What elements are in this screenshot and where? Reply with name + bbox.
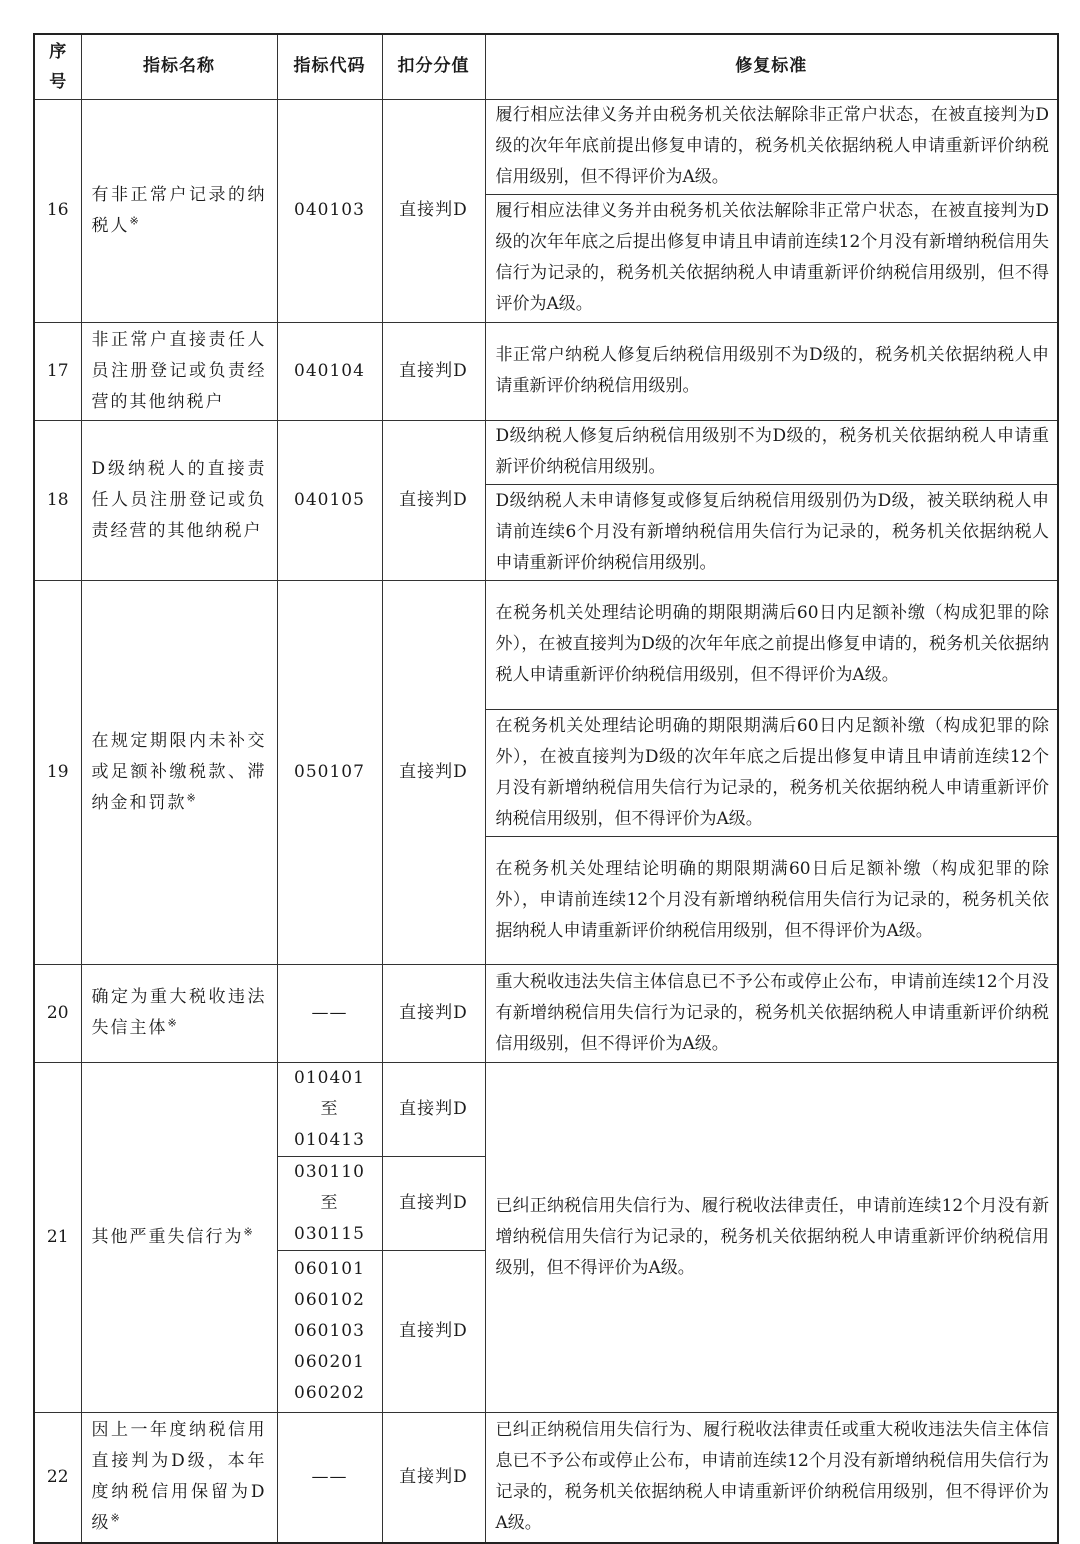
header-deduct: 扣分分值: [382, 34, 485, 99]
header-name: 指标名称: [81, 34, 277, 99]
row-name: D级纳税人的直接责任人员注册登记或负责经营的其他纳税户: [81, 420, 277, 580]
table-row: [34, 420, 1058, 484]
row-standard: 已纠正纳税信用失信行为、履行税收法律责任或重大税收违法失信主体信息已不予公布或停止公布，申请前连续12个月没有新增纳税信用失信行为记录的，税务机关依据纳税人申请重新评价纳税信用级别，但不得评价为A级。: [485, 1412, 1058, 1543]
row-deduct: 直接判D: [382, 1250, 485, 1412]
row-deduct: 直接判D: [382, 322, 485, 420]
row-standard: D级纳税人未申请修复或修复后纳税信用级别仍为D级，被关联纳税人申请前连续6个月没有新增纳税信用失信行为记录的，税务机关依据纳税人申请重新评价纳税信用级别。: [485, 484, 1058, 580]
row-name: 在规定期限内未补交或足额补缴税款、滞纳金和罚款※: [81, 580, 277, 964]
row-name: 非正常户直接责任人员注册登记或负责经营的其他纳税户: [81, 322, 277, 420]
table-row: [34, 99, 1058, 194]
row-code: 040105: [277, 420, 382, 580]
header-standard: 修复标准: [485, 34, 1058, 99]
row-code: 010401 至 010413: [277, 1062, 382, 1156]
row-deduct: 直接判D: [382, 420, 485, 580]
row-standard: D级纳税人修复后纳税信用级别不为D级的，税务机关依据纳税人申请重新评价纳税信用级别。: [485, 420, 1058, 484]
note-mark: ※: [167, 1016, 179, 1030]
row-deduct: 直接判D: [382, 1156, 485, 1250]
row-deduct: 直接判D: [382, 99, 485, 322]
table-row: [34, 322, 1058, 420]
header-row: [34, 34, 1058, 99]
row-code: 060202: [294, 1382, 365, 1403]
row-seq: 21: [34, 1062, 81, 1412]
note-mark: ※: [186, 790, 198, 804]
row-deduct: 直接判D: [382, 580, 485, 964]
row-seq: 17: [34, 322, 81, 420]
note-mark: ※: [129, 213, 141, 227]
row-code: 030110 至 030115: [277, 1156, 382, 1250]
note-mark: ※: [243, 1224, 255, 1238]
row-standard: 非正常户纳税人修复后纳税信用级别不为D级的，税务机关依据纳税人申请重新评价纳税信用级别。: [485, 322, 1058, 420]
row-name: 因上一年度纳税信用直接判为D级，本年度纳税信用保留为D级※: [81, 1412, 277, 1543]
row-code: ——: [277, 1412, 382, 1543]
row-seq: 16: [34, 99, 81, 322]
row-standard: 重大税收违法失信主体信息已不予公布或停止公布，申请前连续12个月没有新增纳税信用失信行为记录的，税务机关依据纳税人申请重新评价纳税信用级别，但不得评价为A级。: [485, 964, 1058, 1062]
row-standard: 在税务机关处理结论明确的期限期满后60日内足额补缴（构成犯罪的除外），在被直接判为D级的次年年底之后提出修复申请且申请前连续12个月没有新增纳税信用失信行为记录的，税务机关依据纳税人申请重新评价纳税信用级别，但不得评价为A级。: [485, 709, 1058, 836]
row-deduct: 直接判D: [382, 1062, 485, 1156]
row-seq: 18: [34, 420, 81, 580]
table-row: [34, 964, 1058, 1062]
row-seq: 20: [34, 964, 81, 1062]
row-standard: 履行相应法律义务并由税务机关依法解除非正常户状态，在被直接判为D级的次年年底前提出修复申请的，税务机关依据纳税人申请重新评价纳税信用级别，但不得评价为A级。: [485, 99, 1058, 194]
table-row: [34, 580, 1058, 709]
header-code: 指标代码: [277, 34, 382, 99]
table-row: [34, 1062, 1058, 1156]
row-seq: 22: [34, 1412, 81, 1543]
row-standard: 已纠正纳税信用失信行为、履行税收法律责任，申请前连续12个月没有新增纳税信用失信行为记录的，税务机关依据纳税人申请重新评价纳税信用级别，但不得评价为A级。: [485, 1062, 1058, 1412]
row-name: 确定为重大税收违法失信主体※: [81, 964, 277, 1062]
note-mark: ※: [110, 1511, 122, 1525]
row-deduct: 直接判D: [382, 964, 485, 1062]
row-code-list: [277, 1250, 382, 1412]
row-name: 其他严重失信行为※: [81, 1062, 277, 1412]
table-row: [34, 1412, 1058, 1543]
row-deduct: 直接判D: [382, 1412, 485, 1543]
row-code: 040104: [277, 322, 382, 420]
repair-standards-table: [33, 33, 1059, 1544]
row-name: 有非正常户记录的纳税人※: [81, 99, 277, 322]
row-standard: 在税务机关处理结论明确的期限期满60日后足额补缴（构成犯罪的除外），申请前连续12个月没有新增纳税信用失信行为记录的，税务机关依据纳税人申请重新评价纳税信用级别，但不得评价为A级。: [485, 836, 1058, 964]
row-code: 050107: [277, 580, 382, 964]
row-seq: 19: [34, 580, 81, 964]
row-code: 040103: [277, 99, 382, 322]
row-code: 060102: [294, 1289, 365, 1310]
row-code: ——: [277, 964, 382, 1062]
row-code: 060201: [294, 1351, 365, 1372]
row-code: 060103: [294, 1320, 365, 1341]
row-standard: 在税务机关处理结论明确的期限期满后60日内足额补缴（构成犯罪的除外），在被直接判为D级的次年年底之前提出修复申请的，税务机关依据纳税人申请重新评价纳税信用级别，但不得评价为A级。: [485, 580, 1058, 709]
row-standard: 履行相应法律义务并由税务机关依法解除非正常户状态，在被直接判为D级的次年年底之后提出修复申请且申请前连续12个月没有新增纳税信用失信行为记录的，税务机关依据纳税人申请重新评价纳税信用级别，但不得评价为A级。: [485, 194, 1058, 322]
row-code: 060101: [294, 1258, 365, 1279]
header-seq: 序号: [34, 34, 81, 99]
